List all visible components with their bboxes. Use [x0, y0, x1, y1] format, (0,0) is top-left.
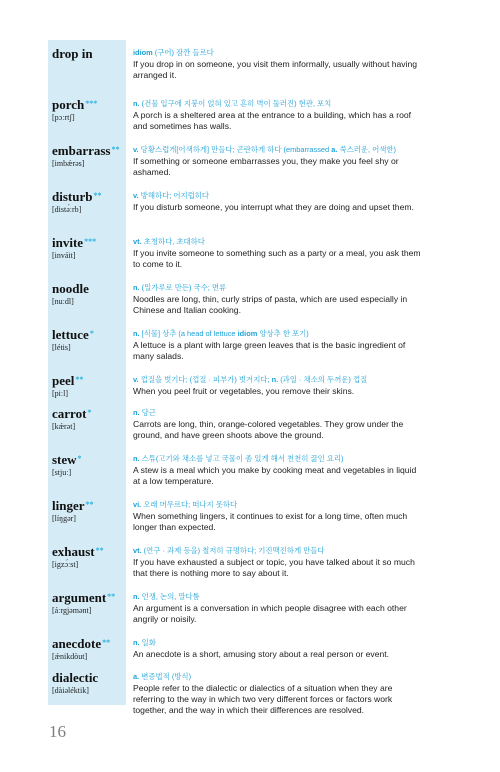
korean-gloss-text: (건물 입구에 지붕이 얹혀 있고 흔히 벽이 둘러진) 현관, 포치 — [139, 99, 332, 108]
korean-gloss — [133, 375, 423, 385]
pronunciation: [ǽnikdòut] — [52, 652, 88, 661]
korean-gloss — [133, 329, 423, 339]
headword-text: lettuce — [52, 327, 89, 342]
english-definition: A lettuce is a plant with large green leaves that is the basic ingredient of many salads. — [133, 340, 406, 361]
english-definition: If you invite someone to something such as a party or a meal, you ask them to come to it. — [133, 248, 421, 269]
headword-text: porch — [52, 97, 85, 112]
term-cell — [48, 664, 126, 696]
pronunciation: [dàiəléktik] — [52, 686, 89, 695]
headword — [52, 637, 126, 651]
definition-cell — [126, 446, 423, 487]
korean-gloss — [133, 638, 423, 648]
term-cell — [48, 367, 126, 399]
part-of-speech: a. — [331, 145, 338, 154]
korean-gloss — [133, 48, 423, 58]
frequency-stars: ** — [75, 375, 84, 384]
term-cell — [48, 446, 126, 478]
part-of-speech: n. — [133, 99, 140, 108]
vocab-entry — [48, 40, 423, 91]
korean-gloss — [133, 592, 423, 602]
korean-gloss — [133, 546, 423, 556]
korean-gloss-text: 껍질을 벗기다; (껍질 · 피부가) 벗겨지다; — [138, 375, 272, 384]
headword — [52, 453, 126, 467]
english-definition: When something lingers, it continues to exist for a long time, often much longer than expected. — [133, 511, 408, 532]
headword-text: exhaust — [52, 544, 95, 559]
korean-gloss — [133, 99, 423, 109]
korean-gloss-text: 초청하다, 초대하다 — [141, 237, 205, 246]
definition-cell — [126, 137, 423, 178]
definition-cell — [126, 664, 423, 716]
vocab-entry — [48, 275, 423, 321]
vocab-entry — [48, 446, 423, 492]
headword-text: dialectic — [52, 670, 99, 685]
english-definition: Noodles are long, thin, curly strips of pasta, which are used especially in Chinese and Italian cooking. — [133, 294, 408, 315]
pronunciation: [distə́ːrb] — [52, 205, 82, 214]
frequency-stars: *** — [85, 99, 98, 108]
korean-gloss-text: (연구 · 과제 등을) 철저히 규명하다; 기진맥진하게 만들다 — [141, 546, 325, 555]
vocab-entry — [48, 400, 423, 446]
term-cell — [48, 584, 126, 616]
definition-cell — [126, 367, 423, 397]
headword-text: linger — [52, 498, 85, 513]
headword — [52, 98, 126, 112]
pronunciation: [stjuː] — [52, 468, 72, 477]
korean-gloss-text: 오래 머무르다; 떠나지 못하다 — [141, 500, 238, 509]
english-definition: When you peel fruit or vegetables, you remove their skins. — [133, 386, 355, 396]
korean-gloss-text: (구어) 잠깐 들르다 — [152, 48, 214, 57]
definition-cell — [126, 584, 423, 625]
frequency-stars: ** — [95, 546, 104, 555]
korean-gloss — [133, 408, 423, 418]
english-definition: Carrots are long, thin, orange-colored vegetables. They grow under the ground, and have green shoots above the ground. — [133, 419, 404, 440]
headword-text: drop in — [52, 46, 93, 61]
english-definition: An argument is a conversation in which people disagree with each other angrily or noisily. — [133, 603, 407, 624]
headword — [52, 190, 126, 204]
pronunciation: [nuːdl] — [52, 297, 74, 306]
definition-cell — [126, 229, 423, 270]
vocab-entry — [48, 91, 423, 137]
headword-text: peel — [52, 373, 75, 388]
korean-gloss — [133, 500, 423, 510]
term-cell — [48, 400, 126, 432]
vocab-entry — [48, 229, 423, 275]
part-of-speech: a. — [133, 672, 140, 681]
part-of-speech: idiom — [237, 329, 258, 338]
korean-gloss-text: 일화 — [139, 638, 156, 647]
headword-text: argument — [52, 590, 107, 605]
headword — [52, 236, 126, 250]
headword-text: disturb — [52, 189, 93, 204]
frequency-stars: ** — [107, 592, 116, 601]
english-definition: If something or someone embarrasses you, they make you feel shy or ashamed. — [133, 156, 399, 177]
english-definition: A porch is a sheltered area at the entrance to a building, which has a roof and sometimes has walls. — [133, 110, 412, 131]
definition-cell — [126, 275, 423, 316]
frequency-stars: * — [89, 329, 94, 338]
headword — [52, 144, 126, 158]
part-of-speech: vi. — [133, 500, 142, 509]
korean-gloss — [133, 145, 423, 155]
term-cell — [48, 229, 126, 261]
term-cell — [48, 630, 126, 662]
korean-gloss — [133, 191, 423, 201]
pronunciation: [líŋgər] — [52, 514, 76, 523]
part-of-speech: n. — [133, 408, 140, 417]
part-of-speech: n. — [133, 283, 140, 292]
part-of-speech: idiom — [133, 48, 153, 57]
page-number: 16 — [49, 722, 66, 741]
headword — [52, 671, 126, 685]
english-definition: If you have exhausted a subject or topic, you have talked about it so much that there is nothing more to say about it. — [133, 557, 415, 578]
term-cell — [48, 91, 126, 123]
pronunciation: [igzɔ́ːst] — [52, 560, 79, 569]
vocab-entry — [48, 492, 423, 538]
pronunciation: [imbǽrəs] — [52, 159, 85, 168]
frequency-stars: ** — [102, 638, 111, 647]
english-definition: If you drop in on someone, you visit them informally, usually without having arranged it. — [133, 59, 418, 80]
vocabulary-list — [48, 40, 423, 724]
frequency-stars: * — [87, 408, 92, 417]
definition-cell — [126, 538, 423, 579]
vocab-entry — [48, 584, 423, 630]
headword-text: stew — [52, 452, 77, 467]
part-of-speech: vt. — [133, 237, 142, 246]
pronunciation: [áːrgjəmənt] — [52, 606, 92, 615]
definition-cell — [126, 630, 423, 660]
part-of-speech: n. — [133, 454, 140, 463]
frequency-stars: ** — [85, 500, 94, 509]
headword — [52, 282, 126, 296]
term-cell — [48, 137, 126, 169]
frequency-stars: ** — [93, 191, 102, 200]
definition-cell — [126, 40, 423, 81]
part-of-speech: v. — [133, 191, 139, 200]
part-of-speech: n. — [271, 375, 279, 384]
definition-cell — [126, 321, 423, 362]
frequency-stars: * — [77, 454, 82, 463]
term-cell — [48, 275, 126, 307]
frequency-stars: *** — [84, 237, 97, 246]
headword — [52, 47, 126, 61]
korean-gloss-text: (밀가루로 만든) 국수; 면류 — [139, 283, 227, 292]
headword — [52, 328, 126, 342]
korean-gloss — [133, 237, 423, 247]
pronunciation: [piːl] — [52, 389, 68, 398]
definition-cell — [126, 183, 423, 213]
korean-gloss-text: 방해하다; 어지럽히다 — [138, 191, 210, 200]
korean-gloss — [133, 672, 423, 682]
definition-cell — [126, 400, 423, 441]
pronunciation: [pɔːrtʃ] — [52, 113, 75, 122]
vocab-entry — [48, 321, 423, 367]
english-definition: If you disturb someone, you interrupt what they are doing and upset them. — [133, 202, 414, 212]
korean-gloss — [133, 454, 423, 464]
headword — [52, 545, 126, 559]
pronunciation: [inváit] — [52, 251, 76, 260]
korean-gloss — [133, 283, 423, 293]
vocab-entry — [48, 183, 423, 229]
vocab-entry — [48, 664, 423, 724]
pronunciation: [kǽrət] — [52, 422, 76, 431]
headword — [52, 499, 126, 513]
definition-cell — [126, 91, 423, 132]
part-of-speech: n. — [133, 592, 140, 601]
pronunciation: [létis] — [52, 343, 71, 352]
definition-cell — [126, 492, 423, 533]
headword-text: carrot — [52, 406, 87, 421]
part-of-speech: v. — [133, 375, 139, 384]
part-of-speech: n. — [133, 329, 140, 338]
term-cell — [48, 492, 126, 524]
korean-gloss-text: (과일 · 채소의 두꺼운) 껍질 — [278, 375, 368, 384]
headword-text: anecdote — [52, 636, 102, 651]
term-cell — [48, 40, 126, 62]
term-cell — [48, 538, 126, 570]
korean-gloss-text: 언쟁, 논의, 말다툼 — [139, 592, 200, 601]
headword — [52, 407, 126, 421]
korean-gloss-text: [식물] 상추 (a head of lettuce — [139, 329, 238, 338]
english-definition: People refer to the dialectic or dialectics of a situation when they are referring to the way in which two very different forces or factors work together, and the way in which their differences are resolved. — [133, 683, 393, 715]
vocab-entry — [48, 367, 423, 400]
vocab-entry — [48, 630, 423, 664]
english-definition: A stew is a meal which you make by cooking meat and vegetables in liquid at a low temperature. — [133, 465, 417, 486]
vocab-entry — [48, 538, 423, 584]
part-of-speech: v. — [133, 145, 139, 154]
term-cell — [48, 321, 126, 353]
headword-text: embarrass — [52, 143, 111, 158]
part-of-speech: n. — [133, 638, 140, 647]
korean-gloss-text: 변증법적 (방식) — [139, 672, 192, 681]
korean-gloss-text: 당근 — [139, 408, 156, 417]
headword-text: invite — [52, 235, 84, 250]
headword — [52, 591, 126, 605]
english-definition: An anecdote is a short, amusing story about a real person or event. — [133, 649, 390, 659]
headword-text: noodle — [52, 281, 89, 296]
korean-gloss-text: 양상추 한 포기) — [257, 329, 309, 338]
korean-gloss-text: 쑥스러운, 어색한) — [337, 145, 396, 154]
korean-gloss-text: 스튜(고기와 채소를 넣고 국물이 좀 있게 해서 천천히 끓인 요리) — [139, 454, 344, 463]
korean-gloss-text: 당황스럽게[어색하게] 만들다; 곤란하게 하다 (embarrassed — [138, 145, 332, 154]
vocab-entry — [48, 137, 423, 183]
part-of-speech: vt. — [133, 546, 142, 555]
frequency-stars: ** — [111, 145, 120, 154]
term-cell — [48, 183, 126, 215]
headword — [52, 374, 126, 388]
